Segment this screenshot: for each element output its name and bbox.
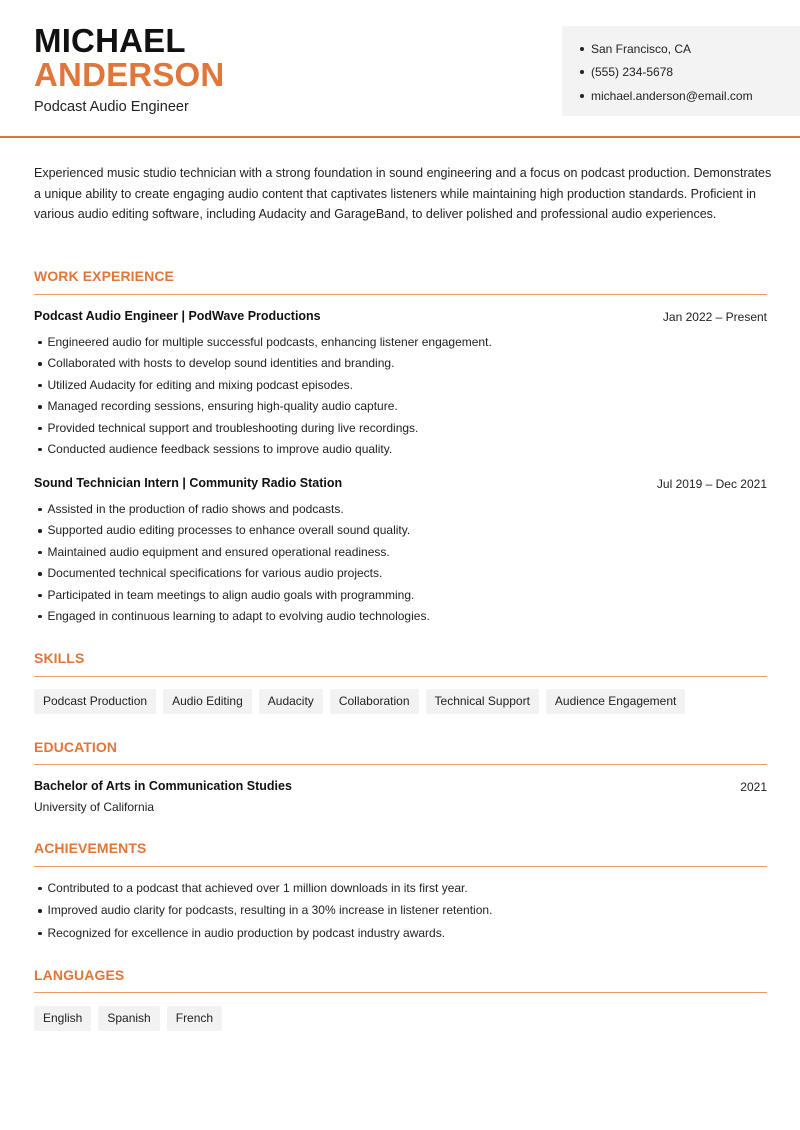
- list-item: Contributed to a podcast that achieved over 1 million downloads in its first year.: [38, 877, 758, 900]
- contact-email: [580, 84, 800, 108]
- section-divider: [34, 294, 767, 295]
- bullet-icon: [38, 529, 42, 533]
- job-title-1: Podcast Audio Engineer | PodWave Productions: [34, 309, 321, 323]
- contact-location-text: San Francisco, CA: [591, 41, 692, 56]
- section-title-languages: LANGUAGES: [34, 967, 125, 983]
- contact-box: [562, 26, 800, 116]
- list-item: Improved audio clarity for podcasts, resulting in a 30% increase in listener retention.: [38, 900, 758, 923]
- skill-tag: Audio Editing: [163, 689, 252, 714]
- contact-phone: [580, 61, 800, 85]
- section-divider: [34, 992, 767, 993]
- skill-tag: Podcast Production: [34, 689, 156, 714]
- job-title-2: Sound Technician Intern | Community Radio Station: [34, 476, 343, 490]
- list-item: Recognized for excellence in audio production by podcast industry awards.: [38, 922, 758, 945]
- language-tags: [34, 1006, 222, 1031]
- section-title-education: EDUCATION: [34, 739, 118, 755]
- list-item: Engaged in continuous learning to adapt to evolving audio technologies.: [38, 606, 758, 627]
- section-title-achievements: ACHIEVEMENTS: [34, 840, 147, 856]
- bullet-icon: [580, 47, 584, 51]
- skill-tag: Technical Support: [426, 689, 539, 714]
- bullet-icon: [38, 909, 42, 913]
- list-item: Maintained audio equipment and ensured operational readiness.: [38, 542, 758, 563]
- section-divider: [34, 866, 767, 867]
- list-item: Assisted in the production of radio shows and podcasts.: [38, 499, 758, 520]
- list-item: Provided technical support and troubleshooting during live recordings.: [38, 418, 758, 439]
- job-title: Podcast Audio Engineer: [34, 99, 189, 115]
- skill-tag: Audience Engagement: [546, 689, 685, 714]
- contact-phone-text: (555) 234-5678: [591, 65, 674, 80]
- job-bullets-2: [38, 499, 758, 627]
- language-tag: Spanish: [98, 1006, 159, 1031]
- skill-tag: Collaboration: [330, 689, 419, 714]
- job-dates-2: Jul 2019 – Dec 2021: [656, 477, 767, 491]
- bullet-icon: [580, 94, 584, 98]
- school: University of California: [34, 800, 155, 814]
- first-name: MICHAEL: [34, 22, 186, 59]
- section-title-skills: SKILLS: [34, 650, 85, 666]
- job-dates-1: Jan 2022 – Present: [662, 310, 767, 324]
- list-item: Participated in team meetings to align audio goals with programming.: [38, 585, 758, 606]
- bullet-icon: [38, 615, 42, 619]
- bullet-icon: [38, 427, 42, 431]
- list-item: Documented technical specifications for various audio projects.: [38, 563, 758, 584]
- bullet-icon: [38, 508, 42, 512]
- achievements-list: [38, 877, 758, 945]
- list-item: Utilized Audacity for editing and mixing podcast episodes.: [38, 375, 758, 396]
- list-item: Engineered audio for multiple successful podcasts, enhancing listener engagement.: [38, 332, 758, 353]
- bullet-icon: [38, 341, 42, 345]
- list-item: Supported audio editing processes to enhance overall sound quality.: [38, 520, 758, 541]
- skills-tags: [34, 689, 685, 714]
- section-divider: [34, 676, 767, 677]
- bullet-icon: [38, 594, 42, 598]
- bullet-icon: [38, 362, 42, 366]
- contact-email-text: michael.anderson@email.com: [591, 88, 753, 103]
- bullet-icon: [38, 887, 42, 891]
- last-name: ANDERSON: [34, 56, 225, 93]
- bullet-icon: [38, 448, 42, 452]
- bullet-icon: [38, 551, 42, 555]
- bullet-icon: [580, 70, 584, 74]
- language-tag: English: [34, 1006, 91, 1031]
- list-item: Conducted audience feedback sessions to improve audio quality.: [38, 439, 758, 460]
- degree: Bachelor of Arts in Communication Studies: [34, 779, 292, 793]
- skill-tag: Audacity: [259, 689, 323, 714]
- language-tag: French: [167, 1006, 222, 1031]
- section-divider: [34, 764, 767, 765]
- job-bullets-1: [38, 332, 758, 460]
- contact-location: [580, 37, 800, 61]
- bullet-icon: [38, 384, 42, 388]
- bullet-icon: [38, 405, 42, 409]
- resume-header: [0, 0, 800, 138]
- graduation-year: 2021: [740, 780, 767, 794]
- summary: Experienced music studio technician with a strong foundation in sound engineering and a focus on podcast production. Demonstrates a unique ability to create engaging audio content that captivates listeners while maintaining high production standards. Proficient in various audio editing software, including Audacity and GarageBand, to deliver polished and professional audio experiences.: [34, 166, 772, 221]
- bullet-icon: [38, 932, 42, 936]
- bullet-icon: [38, 572, 42, 576]
- section-title-work: WORK EXPERIENCE: [34, 268, 174, 284]
- list-item: Managed recording sessions, ensuring high-quality audio capture.: [38, 396, 758, 417]
- list-item: Collaborated with hosts to develop sound identities and branding.: [38, 353, 758, 374]
